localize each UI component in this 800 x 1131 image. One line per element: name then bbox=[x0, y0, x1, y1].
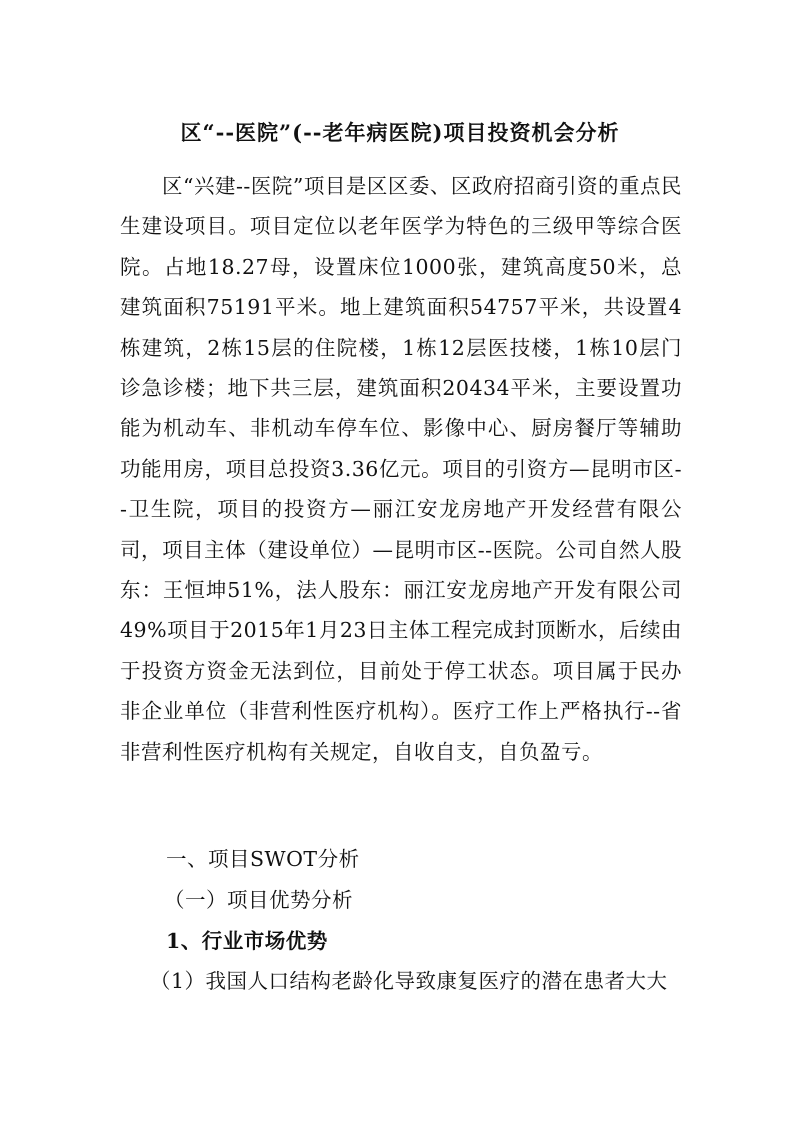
document-title: 区“--医院”(--老年病医院)项目投资机会分析 bbox=[180, 120, 620, 145]
section-heading: 一、项目SWOT分析 bbox=[166, 847, 360, 871]
subsubsection-heading: 1、行业市场优势 bbox=[166, 929, 328, 953]
subsection-heading: （一）项目优势分析 bbox=[164, 888, 353, 912]
intro-paragraph: 区“兴建--医院”项目是区区委、区政府招商引资的重点民生建设项目。项目定位以老年医学为特色的三级甲等综合医院。占地18.27母，设置床位1000张，建筑高度50米，总建筑面积75191平米。地上建筑面积54757平米，共设置4栋建筑，2栋15层的住院楼，1栋12层医技楼，1栋10层门诊急诊楼；地下共三层，建筑面积20434平米，主要设置功能为机动车、非机动车停车位、影像中心、厨房餐厅等辅助功能用房，项目总投资3.36亿元。项目的引资方—昆明市区--卫生院，项目的投资方—丽江安龙房地产开发经营有限公司，项目主体（建设单位）—昆明市区--医院。公司自然人股东：王恒坤51%，法人股东：丽江安龙房地产开发有限公司49%项目于2015年1月23日主体工程完成封顶断水，后续由于投资方资金无法到位，目前处于停工状态。项目属于民办非企业单位（非营利性医疗机构）。医疗工作上严格执行--省非营利性医疗机构有关规定，自收自支，自负盈亏。 bbox=[120, 174, 682, 764]
paragraph-start: （1）我国人口结构老龄化导致康复医疗的潜在患者大大 bbox=[150, 969, 668, 993]
